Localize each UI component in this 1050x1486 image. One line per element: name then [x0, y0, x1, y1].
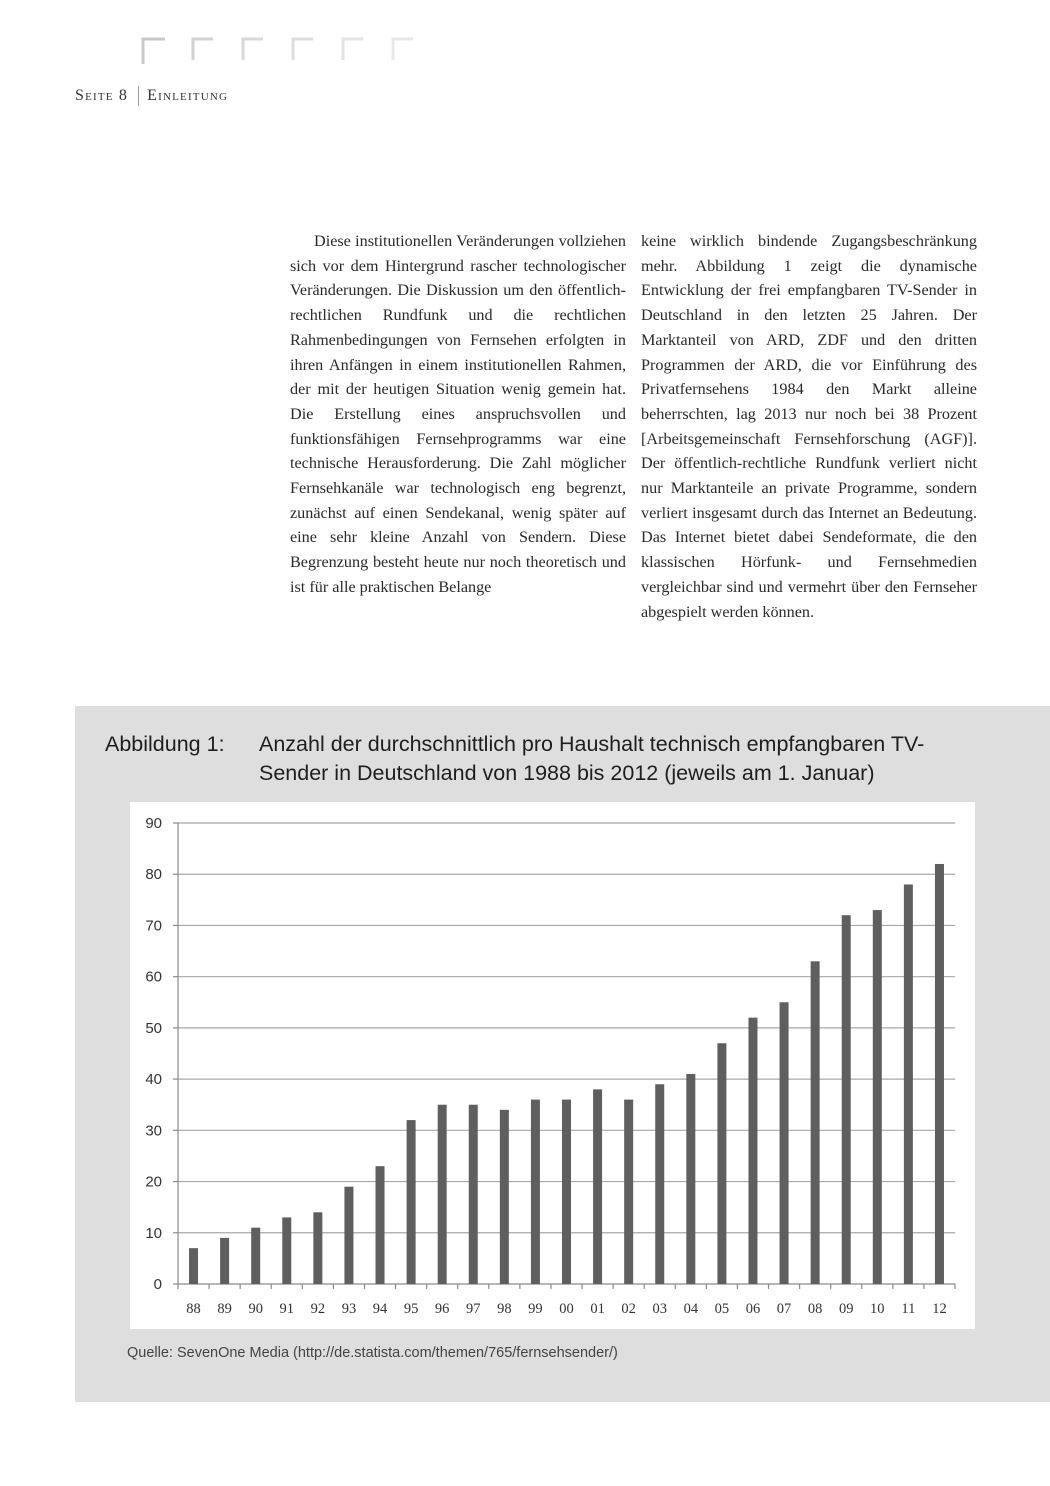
y-tick-label: 90: [145, 815, 162, 832]
x-tick-label: 97: [466, 1301, 481, 1317]
bar: [655, 1084, 664, 1284]
bar: [935, 864, 944, 1284]
page-number: Seite 8: [75, 87, 129, 104]
figure-source: Quelle: SevenOne Media (http://de.statista.com/themen/765/fernsehsender/): [127, 1345, 618, 1361]
bar: [904, 884, 913, 1284]
bar: [376, 1166, 385, 1284]
text-column-left: [290, 229, 626, 600]
x-tick-label: 98: [497, 1301, 512, 1317]
x-tick-label: 12: [932, 1301, 947, 1317]
x-tick-label: 07: [776, 1301, 792, 1317]
bar: [251, 1228, 260, 1284]
x-tick-label: 92: [310, 1301, 326, 1317]
bar: [717, 1043, 726, 1284]
bar: [624, 1100, 633, 1284]
bar: [811, 961, 820, 1284]
bar: [282, 1217, 291, 1284]
x-tick-label: 88: [186, 1301, 201, 1317]
figure-label: Abbildung 1:: [105, 732, 225, 756]
bar: [562, 1100, 571, 1284]
x-tick-label: 09: [838, 1301, 854, 1317]
bar-chart: [130, 802, 975, 1329]
x-tick-label: 04: [683, 1301, 699, 1317]
bar: [313, 1212, 322, 1284]
bar: [873, 910, 882, 1284]
x-tick-label: 11: [901, 1301, 916, 1317]
bar: [220, 1238, 229, 1284]
bar: [531, 1100, 540, 1284]
y-tick-label: 60: [145, 968, 162, 986]
x-tick-label: 99: [528, 1301, 543, 1317]
x-tick-label: 05: [714, 1301, 730, 1317]
x-tick-label: 89: [217, 1301, 232, 1317]
x-tick-label: 06: [745, 1301, 761, 1317]
bar: [748, 1018, 757, 1284]
y-tick-label: 0: [153, 1276, 162, 1293]
x-tick-label: 00: [559, 1301, 574, 1317]
bar: [344, 1187, 353, 1284]
header-decoration: [140, 36, 430, 64]
paragraph-left: Diese institutionellen Veränderungen vollziehen sich vor dem Hintergrund rascher technologischer Veränderungen. Die Diskussion um den öffentlich-rechtlichen Rundfunk und die rechtlichen Rahmenbedingungen von Fernsehen erfolgten in ihren Anfängen in einem institutionellen Rahmen, der mit der heutigen Situation wenig gemein hat. Die Erstellung eines anspruchsvollen und funktionsfähigen Fernsehprogramms war eine technische Herausforderung. Die Zahl möglicher Fernsehkanäle war technologisch eng begrenzt, zunächst auf einen Sendekanal, wenig später auf eine sehr kleine Anzahl von Sendern. Diese Begrenzung besteht heute nur noch theoretisch und ist für alle praktischen Belange: [290, 232, 626, 596]
bar: [438, 1105, 447, 1284]
bar: [500, 1110, 509, 1284]
y-tick-label: 40: [145, 1071, 162, 1089]
x-tick-label: 94: [372, 1301, 388, 1317]
y-tick-label: 50: [145, 1019, 162, 1037]
x-tick-label: 02: [621, 1301, 636, 1317]
x-tick-label: 01: [590, 1301, 605, 1317]
x-tick-label: 91: [279, 1301, 295, 1317]
bar: [780, 1002, 789, 1284]
y-tick-label: 20: [145, 1173, 162, 1191]
x-tick-label: 95: [403, 1301, 419, 1317]
x-tick-label: 96: [434, 1301, 450, 1317]
paragraph-right: keine wirklich bindende Zugangsbeschränkung mehr. Abbildung 1 zeigt die dynamische Entwicklung der frei empfangbaren TV-Sender in Deutschland in den letzten 25 Jahren. Der Marktanteil von ARD, ZDF und den dritten Programmen der ARD, die vor Einführung des Privatfernsehens 1984 den Markt alleine beherrschten, lag 2013 nur noch bei 38 Prozent [Arbeitsgemeinschaft Fernsehforschung (AGF)]. Der öffentlich-rechtliche Rundfunk verliert nicht nur Marktanteile an private Programme, sondern verliert insgesamt durch das Internet an Bedeutung. Das Internet bietet dabei Sendeformate, die den klassischen Hörfunk- und Fernsehmedien vergleichbar sind und vermehrt über den Fernseher abgespielt werden können.: [641, 232, 977, 621]
bar: [593, 1089, 602, 1284]
bar: [407, 1120, 416, 1284]
bar: [686, 1074, 695, 1284]
figure-box: [75, 706, 1050, 1402]
chart-area: [130, 802, 975, 1329]
x-tick-label: 90: [248, 1301, 263, 1317]
x-tick-label: 93: [341, 1301, 357, 1317]
y-tick-label: 70: [145, 917, 162, 935]
x-tick-label: 10: [870, 1301, 885, 1317]
y-tick-label: 30: [145, 1122, 162, 1140]
bar: [842, 915, 851, 1284]
y-tick-label: 10: [145, 1224, 162, 1242]
text-column-right: [641, 229, 977, 624]
header-divider: [138, 86, 139, 106]
x-tick-label: 03: [652, 1301, 667, 1317]
y-tick-label: 80: [145, 866, 162, 884]
x-tick-label: 08: [807, 1301, 823, 1317]
running-header: [75, 86, 228, 106]
figure-title: Anzahl der durchschnittlich pro Haushalt technisch empfangbaren TV-Sender in Deutschland von 1988 bis 2012 (jeweils am 1. Januar): [259, 732, 925, 785]
bar: [189, 1248, 198, 1284]
bar: [469, 1105, 478, 1284]
section-title: Einleitung: [147, 87, 229, 104]
